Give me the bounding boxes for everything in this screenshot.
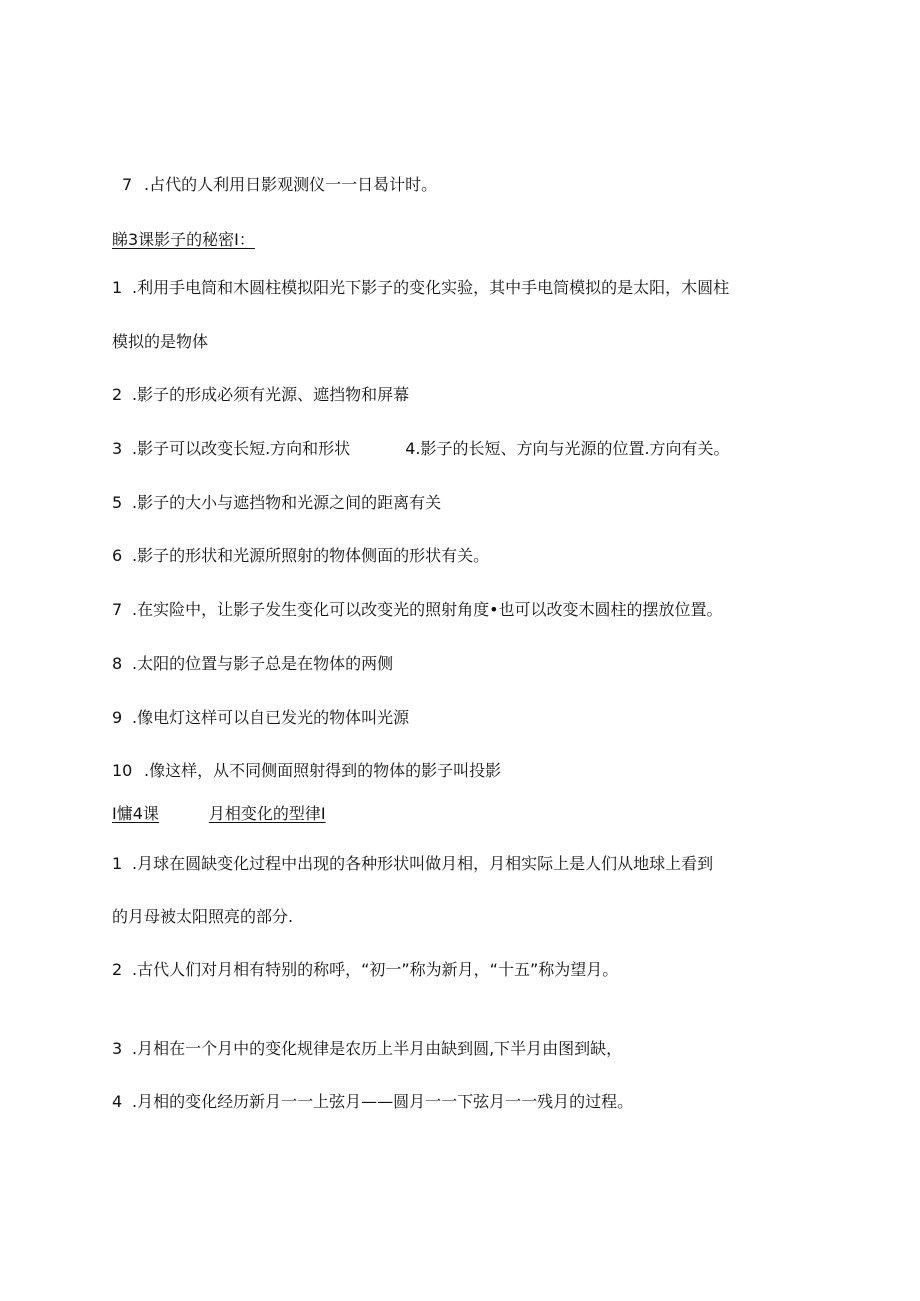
- item-text: .影子可以改变长短.方向和形状: [132, 439, 351, 458]
- section-3-item-8: [112, 653, 393, 675]
- item-number: 3: [112, 1039, 123, 1058]
- section-3-item-9: [112, 707, 409, 729]
- item-text: .月球在圆缺变化过程中出现的各种形状叫做月相，月相实际上是人们从地球上看到: [132, 854, 714, 873]
- item-number: 2: [112, 385, 123, 404]
- item-number: 7: [122, 175, 133, 194]
- item-number: 1: [112, 854, 123, 873]
- item-text: .在实险中，让影子发生变化可以改变光的照射角度•也可以改变木圆柱的摆放位置。: [132, 600, 723, 619]
- item-number: 7: [112, 600, 123, 619]
- item-text: .影子的形状和光源所照射的物体侧面的形状有关。: [132, 546, 490, 565]
- item-text: .像这样，从不同侧面照射得到的物体的影子叫投影: [144, 761, 502, 780]
- item-number: 3: [112, 439, 123, 458]
- item-text: .占代的人利用日影观测仪一一日曷计时。: [144, 175, 438, 194]
- item-number: 9: [112, 708, 123, 727]
- item-number: 8: [112, 654, 123, 673]
- section-4-heading-lesson: I慵4课: [112, 804, 159, 823]
- item-number: 10: [112, 761, 133, 780]
- item-number: 4: [112, 1092, 123, 1111]
- section-3-heading: 睇3课影子的秘密I：: [112, 230, 255, 249]
- item-text: .影子的大小与遮挡物和光源之间的距离有关: [132, 493, 442, 512]
- section-3-item-3: [112, 438, 730, 460]
- section-4-heading-title: 月相变化的型律I: [208, 804, 326, 823]
- section-3-item-10: [112, 760, 501, 782]
- section-3-item-2: [112, 384, 409, 406]
- section-3-item-6: [112, 545, 489, 567]
- intro-item: [122, 174, 437, 196]
- item-text: .古代人们对月相有特别的称呼，“初一”称为新月，“十五”称为望月。: [132, 960, 619, 979]
- item-number: 2: [112, 960, 123, 979]
- section-4-item-4: [112, 1091, 633, 1113]
- item-text: .月相的变化经历新月一一上弦月——圆月一一下弦月一一残月的过程。: [132, 1092, 634, 1111]
- section-4-item-3: [112, 1038, 622, 1060]
- section-4-item-2: [112, 959, 618, 981]
- item-text: .太阳的位置与影子总是在物体的两侧: [132, 654, 394, 673]
- item-number: 6: [112, 546, 123, 565]
- section-3-item-5: [112, 492, 441, 514]
- section-4-item-1: [112, 853, 713, 875]
- item-number: 5: [112, 493, 123, 512]
- section-4-item-1-continuation: 的月母被太阳照亮的部分.: [112, 907, 294, 926]
- item-number: 1: [112, 278, 123, 297]
- section-3-item-1-continuation: 模拟的是物体: [112, 332, 209, 351]
- section-3-item-1: [112, 277, 729, 299]
- item-text: .月相在一个月中的变化规律是农历上半月由缺到圆,下半月由图到缺，: [132, 1039, 623, 1058]
- item-text: .利用手电筒和木圆柱模拟阳光下影子的变化实验，其中手电筒模拟的是太阳，木圆柱: [132, 278, 730, 297]
- section-3-item-7: [112, 599, 723, 621]
- item-text: .像电灯这样可以自已发光的物体叫光源: [132, 708, 410, 727]
- section-4-heading: [112, 803, 326, 825]
- item-text: .影子的形成必须有光源、遮挡物和屏幕: [132, 385, 410, 404]
- section-3-item-4-inline: 4.影子的长短、方向与光源的位置.方向有关。: [405, 439, 730, 458]
